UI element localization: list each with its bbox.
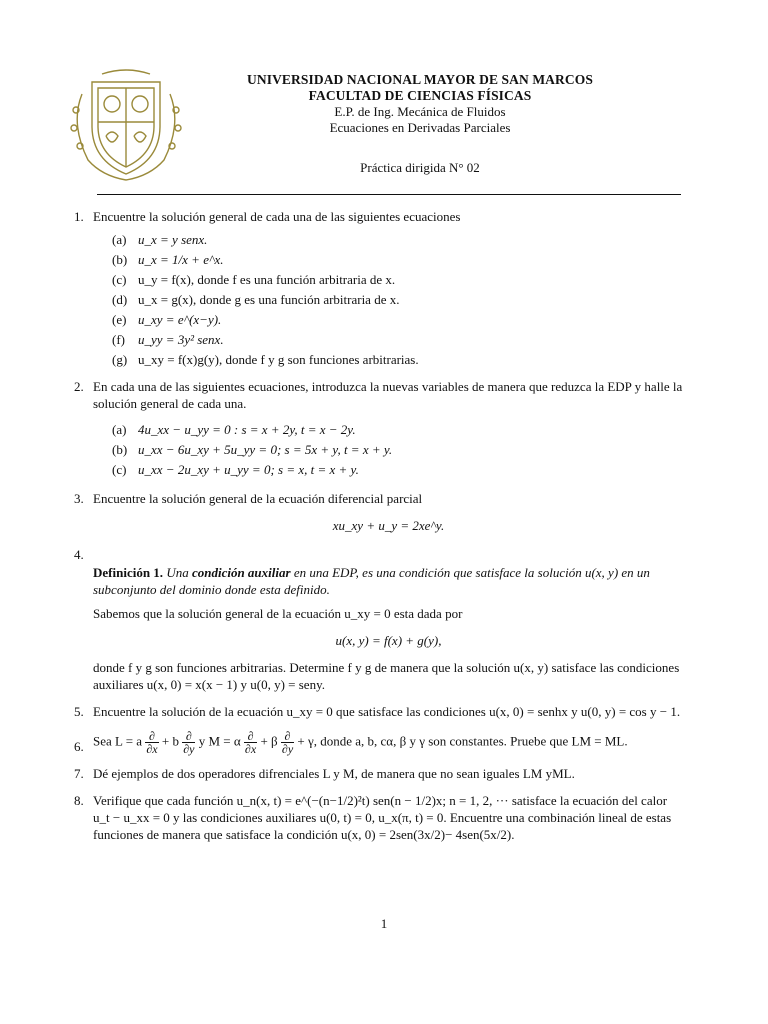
list-item	[112, 271, 684, 291]
item-text: u_xx − 2u_xy + u_yy = 0; s = x, t = x + y.	[138, 462, 359, 477]
operator-text: Sea L = a	[93, 733, 143, 749]
problem-number: 7.	[74, 766, 84, 781]
item-label: (g)	[112, 352, 128, 367]
problem-number: 5.	[74, 704, 84, 719]
item-label: (a)	[112, 422, 127, 437]
paragraph: donde f y g son funciones arbitrarias. Determine f y g de manera que la solución u(x, y) satisface las condiciones auxiliares u(x, 0) = x(x − 1) y u(0, y) = seny.	[93, 660, 680, 692]
definition-block	[93, 564, 684, 598]
header-divider	[97, 194, 681, 195]
problem-7	[74, 765, 684, 782]
item-text: u_x = 1/x + e^x.	[138, 252, 224, 267]
problem-number: 1.	[74, 209, 84, 224]
problem-1-items	[93, 231, 684, 371]
list-item	[112, 441, 684, 461]
definition-label: Definición 1.	[93, 565, 164, 580]
definition-pre: Una	[166, 565, 189, 580]
definition-term: condición auxiliar	[191, 565, 291, 580]
item-text: u_xy = e^(x−y).	[138, 312, 222, 327]
partial-symbol: ∂	[145, 730, 158, 743]
problem-text: En cada una de las siguientes ecuaciones, introduzca la nuevas variables de manera que reduzca la EDP y halle la solución general de cada una.	[93, 379, 683, 411]
item-label: (f)	[112, 332, 125, 347]
partial-fraction	[145, 730, 158, 755]
partial-fraction	[182, 730, 195, 755]
problem-1	[74, 208, 684, 371]
item-text: u_xx − 6u_xy + 5u_yy = 0; s = 5x + y, t = x + y.	[138, 442, 393, 457]
problem-number: 3.	[74, 491, 84, 506]
problem-text: Encuentre la solución general de cada una de las siguientes ecuaciones	[93, 209, 461, 224]
item-text: u_xy = f(x)g(y), donde f y g son funciones arbitrarias.	[138, 352, 419, 367]
item-label: (c)	[112, 462, 127, 477]
operator-text: + b	[161, 733, 179, 749]
item-text: u_yy = 3y² senx.	[138, 332, 224, 347]
operator-text: + γ, donde a, b, cα, β y γ son constantes. Pruebe que LM = ML.	[297, 733, 628, 749]
item-text: u_x = y senx.	[138, 232, 208, 247]
item-label: (e)	[112, 312, 127, 327]
school-name: E.P. de Ing. Mecánica de Fluidos	[334, 104, 506, 119]
problem-2	[74, 378, 684, 481]
problem-text: Verifique que cada función u_n(x, t) = e^(−(n−1/2)²t) sen(n − 1/2)x; n = 1, 2, ··· satisface la ecuación del calor u_t − u_xx = 0 y las condiciones auxiliares u(0, t) = 0, u_x(π, t) = 0. Encuentre una combinación lineal de estas funciones de manera que satisface la condición u(x, 0) = 2sen(3x/2)− 4sen(5x/2).	[93, 793, 672, 842]
problem-3	[74, 490, 684, 534]
list-item	[112, 231, 684, 251]
list-item	[112, 311, 684, 331]
list-item	[112, 291, 684, 311]
problem-text: Encuentre la solución de la ecuación u_xy = 0 que satisface las condiciones u(x, 0) = senhx y u(0, y) = cos y − 1.	[93, 704, 681, 719]
practice-title: Práctica dirigida N° 02	[360, 160, 480, 175]
problem-number: 8.	[74, 793, 84, 808]
list-item	[112, 421, 684, 441]
partial-dy: ∂y	[281, 742, 294, 756]
partial-symbol: ∂	[182, 730, 195, 743]
list-item	[112, 251, 684, 271]
list-item	[112, 351, 684, 371]
paragraph: Sabemos que la solución general de la ecuación u_xy = 0 esta dada por	[93, 606, 463, 621]
general-solution-equation: u(x, y) = f(x) + g(y),	[335, 633, 442, 648]
problem-number: 4.	[74, 547, 84, 562]
item-text: 4u_xx − u_yy = 0 : s = x + 2y, t = x − 2y.	[138, 422, 356, 437]
list-item	[112, 461, 684, 481]
operator-text: + β	[260, 733, 278, 749]
list-item	[112, 331, 684, 351]
document-header	[190, 72, 650, 176]
faculty-name: FACULTAD DE CIENCIAS FÍSICAS	[308, 88, 532, 103]
problem-6	[74, 730, 684, 755]
problem-2-items	[93, 421, 684, 481]
problem-text: Encuentre la solución general de la ecuación diferencial parcial	[93, 491, 423, 506]
problem-number: 2.	[74, 379, 84, 394]
problem-equation: xu_xy + u_y = 2xe^y.	[332, 518, 445, 533]
item-text: u_x = g(x), donde g es una función arbitraria de x.	[138, 292, 400, 307]
course-name: Ecuaciones en Derivadas Parciales	[329, 120, 511, 135]
page-number: 1	[380, 916, 388, 931]
partial-symbol: ∂	[281, 730, 294, 743]
item-label: (b)	[112, 252, 128, 267]
partial-dy: ∂y	[183, 742, 195, 756]
definition-text: en una EDP, es una condición que satisface la solución u(x, y) en un subconjunto del dominio donde esta definido.	[93, 565, 650, 597]
university-seal	[62, 64, 190, 184]
item-label: (d)	[112, 292, 128, 307]
problem-number: 6.	[74, 739, 84, 754]
item-label: (b)	[112, 442, 128, 457]
problem-4	[74, 546, 684, 693]
problem-8	[74, 792, 684, 843]
item-label: (c)	[112, 272, 127, 287]
partial-symbol: ∂	[244, 730, 257, 743]
problem-list	[74, 208, 684, 843]
problem-text: Dé ejemplos de dos operadores difrenciales L y M, de manera que no sean iguales LM yML.	[93, 766, 575, 781]
item-text: u_y = f(x), donde f es una función arbitraria de x.	[138, 272, 396, 287]
problem-5	[74, 703, 684, 720]
problem-text	[93, 730, 684, 755]
partial-dx: ∂x	[244, 742, 257, 756]
partial-dx: ∂x	[146, 742, 158, 756]
item-label: (a)	[112, 232, 127, 247]
partial-fraction	[281, 730, 294, 755]
partial-fraction	[244, 730, 257, 755]
operator-text: y M = α	[198, 733, 241, 749]
university-name: UNIVERSIDAD NACIONAL MAYOR DE SAN MARCOS	[247, 72, 593, 87]
